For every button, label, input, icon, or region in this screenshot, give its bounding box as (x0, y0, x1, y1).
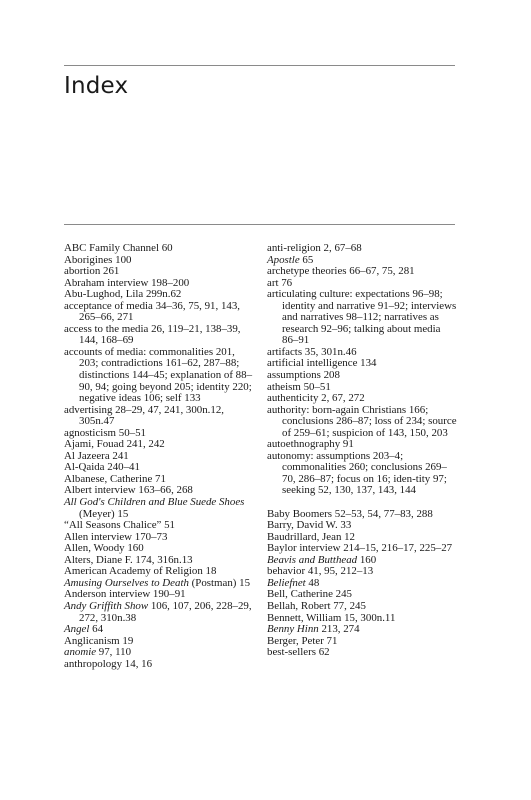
index-entry (267, 647, 457, 659)
index-entry-text: artificial intelligence 134 (267, 357, 377, 370)
index-entry-title: Amusing Ourselves to Death (64, 576, 189, 589)
index-entry-title: anomie (64, 646, 97, 659)
index-entry-title: Apostle (267, 253, 300, 266)
index-entry-text: ABC Family Channel 60 (64, 242, 173, 254)
index-entry-title: Angel (64, 623, 90, 636)
index-entry-text: authority: born-again Christians 166; conclusions 286–87; loss of 234; source of 259–61; suspicion of 143, 150, 203 (267, 403, 457, 439)
index-entry-text: Berger, Peter 71 (267, 634, 338, 647)
index-entry-text: Aborigines 100 (64, 253, 132, 266)
index-entry-title: Beavis and Butthead (267, 553, 358, 566)
index-entry-title: All God's Children and Blue Suede Shoes (64, 496, 245, 509)
index-entry-text: 160 (357, 553, 377, 566)
index-entry-text: 97, 110 (96, 646, 132, 659)
index-entry-text: Bellah, Robert 77, 245 (267, 599, 366, 612)
index-entry (267, 289, 457, 347)
index-entry-text: 64 (89, 623, 104, 636)
index-column-left (64, 243, 254, 670)
index-entry-text: (Meyer) 15 (79, 507, 129, 520)
index-entry-text: Abu-Lughod, Lila 299n.62 (64, 288, 182, 301)
index-entry-text: art 76 (267, 276, 293, 289)
index-entry-text: Anglicanism 19 (64, 634, 134, 647)
index-entry-text: articulating culture: expectations 96–98; identity and narrative 91–92; interviews and narratives 98–112; narratives as research 92–96; talking about media 86–91 (267, 288, 457, 347)
index-entry-text: atheism 50–51 (267, 380, 331, 393)
index-entry-text: anthropology 14, 16 (64, 657, 153, 670)
index-entry-text: best-sellers 62 (267, 646, 330, 659)
index-entry-text: American Academy of Religion 18 (64, 565, 217, 578)
index-entry-text: advertising 28–29, 47, 241, 300n.12, 305n.47 (64, 403, 225, 428)
index-entry-text: archetype theories 66–67, 75, 281 (267, 265, 415, 278)
page-title: Index (64, 73, 129, 99)
index-entry-text: behavior 41, 95, 212–13 (267, 565, 374, 578)
index-entry-text: artifacts 35, 301n.46 (267, 345, 357, 358)
index-entry-text: 65 (299, 253, 314, 266)
index-entry-text: 48 (305, 576, 320, 589)
index-entry-text: “All Seasons Chalice” 51 (64, 519, 175, 532)
index-entry-text: Baby Boomers 52–53, 54, 77–83, 288 (267, 507, 433, 520)
index-column-right (267, 243, 457, 659)
index-entry (64, 347, 254, 405)
index-entry-text: accounts of media: commonalities 201, 203; contradictions 161–62, 287–88; distinctions 144–45; explanation of 88–90, 94; going beyond 205; identity 220; negative ideas 106; self 133 (64, 345, 253, 405)
index-entry-text: authenticity 2, 67, 272 (267, 392, 365, 405)
index-entry-text: Al-Qaida 240–41 (64, 461, 140, 474)
index-entry-text: Alters, Diane F. 174, 316n.13 (64, 553, 193, 566)
index-entry-text: acceptance of media 34–36, 75, 91, 143, 265–66, 271 (64, 299, 241, 324)
index-entry (64, 301, 254, 324)
index-entry-text: anti-religion 2, 67–68 (267, 242, 362, 254)
index-entry (64, 659, 254, 671)
index-entry-text: Ajami, Fouad 241, 242 (64, 438, 165, 451)
index-entry-title: Andy Griffith Show (64, 599, 149, 612)
index-entry-text: (Postman) 15 (188, 576, 251, 589)
index-entry (267, 405, 457, 440)
index-entry-text: assumptions 208 (267, 369, 340, 382)
index-entry-text: access to the media 26, 119–21, 138–39, 144, 168–69 (64, 322, 241, 347)
index-entry-text: Albert interview 163–66, 268 (64, 484, 193, 497)
index-entry (64, 601, 254, 624)
section-rule (64, 224, 455, 225)
index-entry (64, 405, 254, 428)
index-entry-text: Baylor interview 214–15, 216–17, 225–27 (267, 542, 453, 555)
index-entry (267, 451, 457, 497)
index-entry-text: Albanese, Catherine 71 (64, 472, 166, 485)
index-entry-title: Beliefnet (267, 576, 306, 589)
index-entry-text: Baudrillard, Jean 12 (267, 530, 356, 543)
index-entry-text: Allen interview 170–73 (64, 530, 168, 543)
index-entry-text: Anderson interview 190–91 (64, 588, 186, 601)
index-entry-text: Allen, Woody 160 (64, 542, 144, 555)
index-entry-text: 106, 107, 206, 228–29, 272, 310n.38 (79, 599, 252, 624)
index-entry-text: abortion 261 (64, 265, 120, 278)
index-entry (267, 266, 457, 278)
index-entry-text: 213, 274 (318, 623, 360, 636)
index-entry (64, 324, 254, 347)
index-entry-text: agnosticism 50–51 (64, 426, 146, 439)
index-entry-text: Barry, David W. 33 (267, 519, 352, 532)
index-entry-text: Bell, Catherine 245 (267, 588, 352, 601)
index-entry-text: autoethnography 91 (267, 438, 354, 451)
top-rule (64, 65, 455, 66)
index-entry-text: Bennett, William 15, 300n.11 (267, 611, 396, 624)
index-entry-title: Benny Hinn (267, 623, 319, 636)
index-entry (64, 497, 254, 520)
index-entry-text: Abraham interview 198–200 (64, 276, 190, 289)
index-entry-text: autonomy: assumptions 203–4; commonalities 260; conclusions 269–70, 286–87; focus on 16; iden-tity 97; seeking 52, 130, 137, 143, 144 (267, 449, 447, 497)
index-entry-text: Al Jazeera 241 (64, 449, 129, 462)
